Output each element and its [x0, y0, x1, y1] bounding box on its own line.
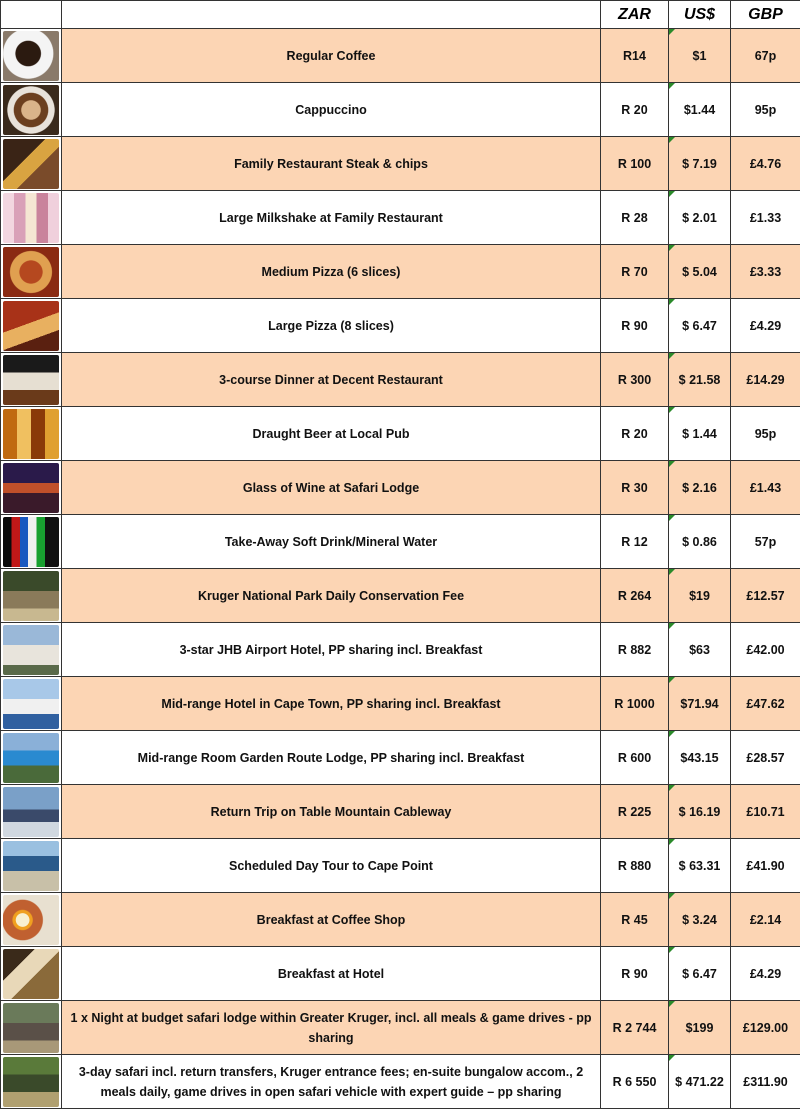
table-row: [1, 191, 800, 245]
garden-route-lodge-photo: [3, 733, 59, 783]
price-usd: $43.15: [669, 731, 731, 785]
breakfast-photo: [3, 895, 59, 945]
table-row: [1, 245, 800, 299]
price-zar: R 70: [601, 245, 669, 299]
price-usd: $1.44: [669, 83, 731, 137]
price-zar: R 20: [601, 83, 669, 137]
table-row: [1, 83, 800, 137]
price-usd: $ 21.58: [669, 353, 731, 407]
item-name: Cappuccino: [62, 83, 601, 137]
table-row: [1, 137, 800, 191]
price-gbp: £47.62: [731, 677, 800, 731]
price-zar: R 880: [601, 839, 669, 893]
header-row: [1, 1, 800, 29]
gbp-column-header: GBP: [731, 1, 800, 29]
safari-vehicle-photo: [3, 1057, 59, 1107]
item-name: Large Milkshake at Family Restaurant: [62, 191, 601, 245]
price-zar: R 90: [601, 299, 669, 353]
price-gbp: £4.29: [731, 299, 800, 353]
cape-point-photo: [3, 841, 59, 891]
wine-sunset-photo: [3, 463, 59, 513]
pizza-photo: [3, 247, 59, 297]
elephant-safari-photo: [3, 1003, 59, 1053]
cappuccino-photo: [3, 85, 59, 135]
item-name: Scheduled Day Tour to Cape Point: [62, 839, 601, 893]
item-name: 3-star JHB Airport Hotel, PP sharing incl. Breakfast: [62, 623, 601, 677]
item-name: Family Restaurant Steak & chips: [62, 137, 601, 191]
price-zar: R 300: [601, 353, 669, 407]
item-name: Take-Away Soft Drink/Mineral Water: [62, 515, 601, 569]
price-usd: $ 63.31: [669, 839, 731, 893]
item-name: Mid-range Room Garden Route Lodge, PP sharing incl. Breakfast: [62, 731, 601, 785]
price-gbp: £14.29: [731, 353, 800, 407]
price-gbp: £311.90: [731, 1055, 800, 1109]
item-column-header: [62, 1, 601, 29]
milkshake-photo: [3, 193, 59, 243]
price-usd: $ 7.19: [669, 137, 731, 191]
steak-chips-photo: [3, 139, 59, 189]
table-row: [1, 1055, 800, 1109]
kruger-gate-photo: [3, 571, 59, 621]
item-name: Large Pizza (8 slices): [62, 299, 601, 353]
price-zar: R 90: [601, 947, 669, 1001]
table-row: [1, 515, 800, 569]
price-zar: R 100: [601, 137, 669, 191]
price-usd: $ 16.19: [669, 785, 731, 839]
item-name: Kruger National Park Daily Conservation Fee: [62, 569, 601, 623]
table-row: [1, 29, 800, 83]
table-row: [1, 407, 800, 461]
zar-column-header: ZAR: [601, 1, 669, 29]
price-usd: $ 6.47: [669, 299, 731, 353]
beer-photo: [3, 409, 59, 459]
price-gbp: £12.57: [731, 569, 800, 623]
price-gbp: £3.33: [731, 245, 800, 299]
price-zar: R 28: [601, 191, 669, 245]
price-gbp: £1.33: [731, 191, 800, 245]
price-zar: R14: [601, 29, 669, 83]
price-gbp: 95p: [731, 83, 800, 137]
price-usd: $ 3.24: [669, 893, 731, 947]
item-name: Glass of Wine at Safari Lodge: [62, 461, 601, 515]
price-gbp: £42.00: [731, 623, 800, 677]
usd-column-header: US$: [669, 1, 731, 29]
table-row: [1, 353, 800, 407]
cape-town-hotel-photo: [3, 679, 59, 729]
cableway-photo: [3, 787, 59, 837]
table-row: [1, 461, 800, 515]
price-gbp: £10.71: [731, 785, 800, 839]
price-gbp: £4.76: [731, 137, 800, 191]
price-usd: $19: [669, 569, 731, 623]
price-gbp: £129.00: [731, 1001, 800, 1055]
soft-drinks-photo: [3, 517, 59, 567]
item-name: Return Trip on Table Mountain Cableway: [62, 785, 601, 839]
table-row: [1, 893, 800, 947]
hotel-breakfast-photo: [3, 949, 59, 999]
price-zar: R 6 550: [601, 1055, 669, 1109]
price-zar: R 264: [601, 569, 669, 623]
dinner-photo: [3, 355, 59, 405]
item-name: Regular Coffee: [62, 29, 601, 83]
price-gbp: 57p: [731, 515, 800, 569]
table-row: [1, 299, 800, 353]
price-zar: R 12: [601, 515, 669, 569]
price-usd: $ 0.86: [669, 515, 731, 569]
item-name: Draught Beer at Local Pub: [62, 407, 601, 461]
price-gbp: 95p: [731, 407, 800, 461]
item-name: Breakfast at Coffee Shop: [62, 893, 601, 947]
price-usd: $1: [669, 29, 731, 83]
item-name: Breakfast at Hotel: [62, 947, 601, 1001]
item-name: Mid-range Hotel in Cape Town, PP sharing incl. Breakfast: [62, 677, 601, 731]
price-gbp: £2.14: [731, 893, 800, 947]
hotel-photo: [3, 625, 59, 675]
coffee-cup-photo: [3, 31, 59, 81]
item-name: Medium Pizza (6 slices): [62, 245, 601, 299]
price-usd: $ 2.01: [669, 191, 731, 245]
price-usd: $ 1.44: [669, 407, 731, 461]
price-zar: R 2 744: [601, 1001, 669, 1055]
price-usd: $ 6.47: [669, 947, 731, 1001]
image-column-header: [1, 1, 62, 29]
pizza-photo: [3, 301, 59, 351]
table-row: [1, 1001, 800, 1055]
price-gbp: £1.43: [731, 461, 800, 515]
price-usd: $199: [669, 1001, 731, 1055]
item-name: 3-course Dinner at Decent Restaurant: [62, 353, 601, 407]
price-usd: $ 471.22: [669, 1055, 731, 1109]
price-zar: R 45: [601, 893, 669, 947]
table-row: [1, 569, 800, 623]
price-gbp: £41.90: [731, 839, 800, 893]
table-row: [1, 947, 800, 1001]
table-row: [1, 623, 800, 677]
price-zar: R 30: [601, 461, 669, 515]
price-zar: R 600: [601, 731, 669, 785]
table-row: [1, 839, 800, 893]
price-gbp: £28.57: [731, 731, 800, 785]
price-zar: R 225: [601, 785, 669, 839]
price-usd: $71.94: [669, 677, 731, 731]
price-usd: $63: [669, 623, 731, 677]
price-gbp: 67p: [731, 29, 800, 83]
price-zar: R 882: [601, 623, 669, 677]
item-name: 3-day safari incl. return transfers, Kruger entrance fees; en-suite bungalow accom., 2 meals daily, game drives in open safari vehicle with expert guide – pp sharing: [62, 1055, 601, 1109]
price-gbp: £4.29: [731, 947, 800, 1001]
table-row: [1, 677, 800, 731]
item-name: 1 x Night at budget safari lodge within Greater Kruger, incl. all meals & game drives - pp sharing: [62, 1001, 601, 1055]
price-zar: R 1000: [601, 677, 669, 731]
table-row: [1, 785, 800, 839]
price-usd: $ 2.16: [669, 461, 731, 515]
table-row: [1, 731, 800, 785]
price-usd: $ 5.04: [669, 245, 731, 299]
price-zar: R 20: [601, 407, 669, 461]
